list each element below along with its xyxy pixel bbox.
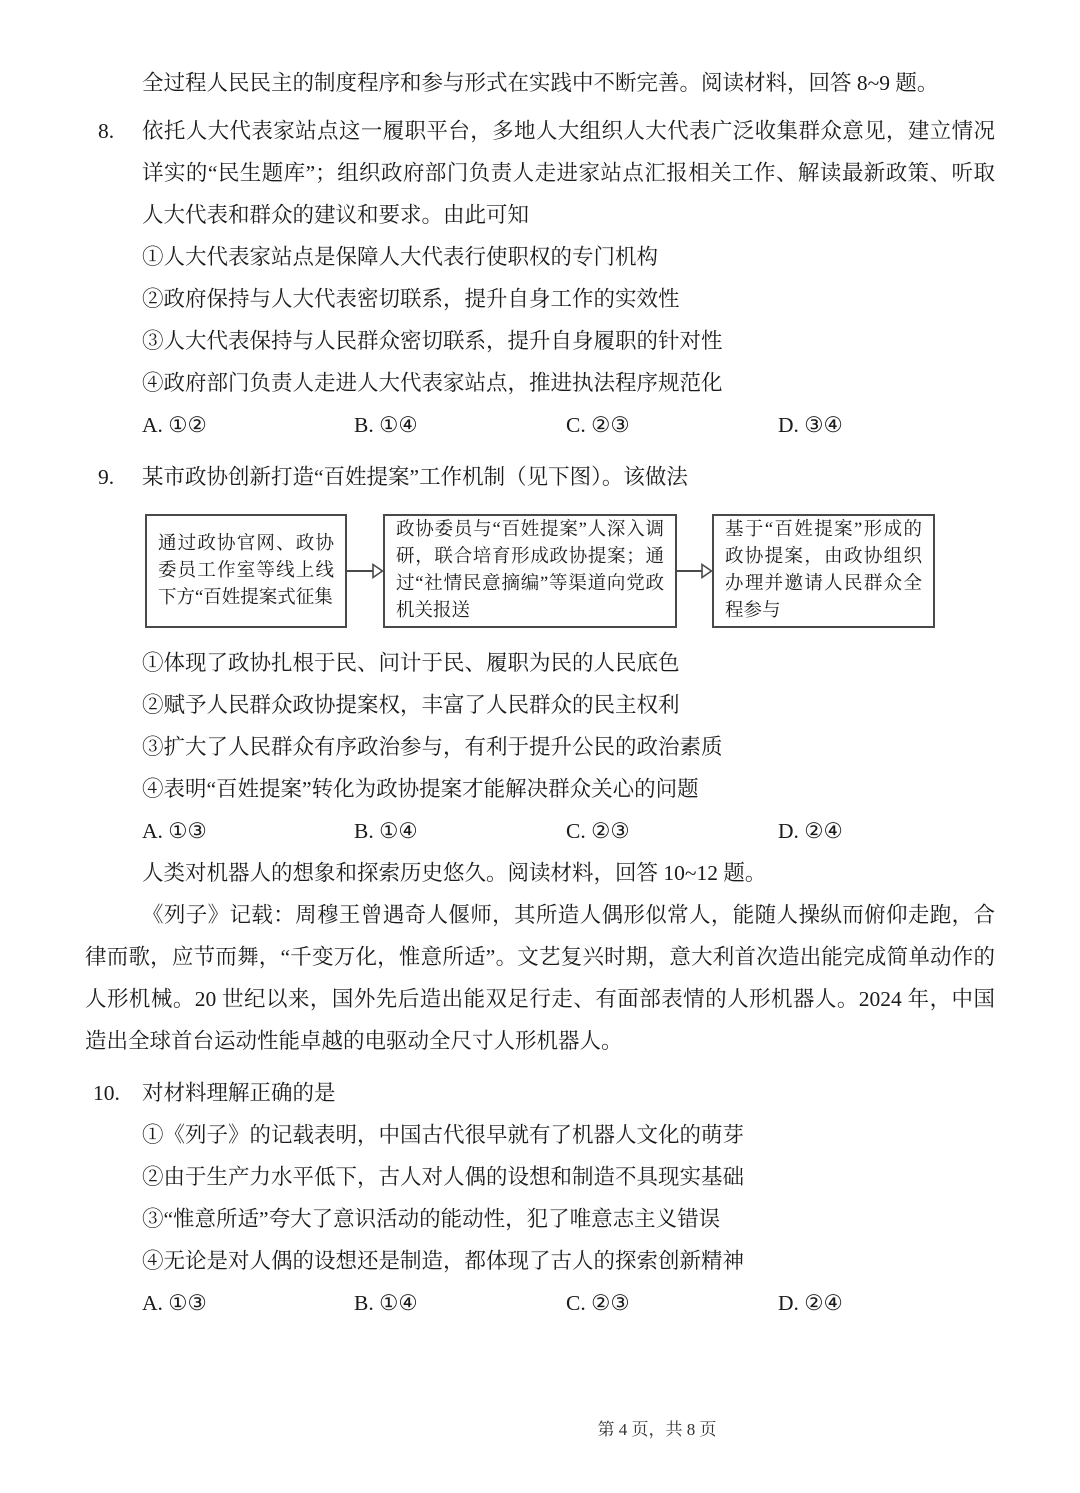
choice-b: B. ①④ <box>354 413 418 437</box>
material-body-10-12: 《列子》记载：周穆王曾遇奇人偃师，其所造人偶形似常人，能随人操纵而俯仰走跑，合律而歌，应节而舞，“千变万化，惟意所适”。文艺复兴时期，意大利首次造出能完成简单动作的人形机械。20 世纪以来，国外先后造出能双足行走、有面部表情的人形机器人。2024 年，中国造出全球首台运动性能卓越的电驱动全尺寸人形机器人。 <box>85 903 995 1053</box>
flow-box-text: 基于“百姓提案”形成的政协提案，由政协组织办理并邀请人民群众全程参与 <box>725 520 922 621</box>
option-item: ①人大代表家站点是保障人大代表行使职权的专门机构 <box>142 245 659 269</box>
flow-box-text: 通过政协官网、政协委员工作室等线上线下方“百姓提案式征集 <box>158 533 334 608</box>
question-8 <box>85 110 995 236</box>
page-content <box>85 62 995 1324</box>
choice-a: A. ①③ <box>142 819 207 843</box>
question-number: 10. <box>93 1081 120 1105</box>
option-item: ②政府保持与人大代表密切联系，提升自身工作的实效性 <box>142 287 680 311</box>
option-item: ④政府部门负责人走进人大代表家站点，推进执法程序规范化 <box>142 371 723 395</box>
option-item: ②赋予人民群众政协提案权，丰富了人民群众的民主权利 <box>142 693 680 717</box>
option-item: ③人大代表保持与人民群众密切联系，提升自身履职的针对性 <box>142 329 723 353</box>
question-stem: 对材料理解正确的是 <box>142 1081 336 1105</box>
option-item: ③“惟意所适”夸大了意识活动的能动性，犯了唯意志主义错误 <box>142 1207 721 1231</box>
option-item: ④表明“百姓提案”转化为政协提案才能解决群众关心的问题 <box>142 777 699 801</box>
flow-box-handle <box>712 514 935 628</box>
choice-a: A. ①② <box>142 413 207 437</box>
choice-c: C. ②③ <box>566 413 630 437</box>
question-stem: 某市政协创新打造“百姓提案”工作机制（见下图）。该做法 <box>142 465 688 489</box>
option-item: ①体现了政协扎根于民、问计于民、履职为民的人民底色 <box>142 651 680 675</box>
question-number: 8. <box>98 119 115 143</box>
option-item: ④无论是对人偶的设想还是制造，都体现了古人的探索创新精神 <box>142 1249 745 1273</box>
option-item: ①《列子》的记载表明，中国古代很早就有了机器人文化的萌芽 <box>142 1123 745 1147</box>
question-10 <box>85 1072 995 1114</box>
choice-c: C. ②③ <box>566 1291 630 1315</box>
choice-c: C. ②③ <box>566 819 630 843</box>
flow-box-research <box>383 514 677 628</box>
choice-d: D. ②④ <box>778 1291 843 1315</box>
choice-d: D. ③④ <box>778 413 843 437</box>
page-footer: 第 4 页，共 8 页 <box>597 1420 717 1439</box>
question-9 <box>85 456 995 498</box>
choices-row <box>142 1282 995 1324</box>
material-intro-8-9: 全过程人民民主的制度程序和参与形式在实践中不断完善。阅读材料，回答 8~9 题。 <box>142 71 939 95</box>
right-arrow-icon <box>346 562 384 580</box>
choices-row <box>142 810 995 852</box>
choice-b: B. ①④ <box>354 819 418 843</box>
choices-row <box>142 404 995 446</box>
question-stem: 依托人大代表家站点这一履职平台，多地人大组织人大代表广泛收集群众意见，建立情况详实的“民生题库”；组织政府部门负责人走进家站点汇报相关工作、解读最新政策、听取人大代表和群众的建议和要求。由此可知 <box>142 119 995 227</box>
question-number: 9. <box>98 465 115 489</box>
material-intro-10-12: 人类对机器人的想象和探索历史悠久。阅读材料，回答 10~12 题。 <box>142 861 767 885</box>
flow-box-collect <box>145 514 347 628</box>
flowchart <box>85 514 995 630</box>
flow-box-text: 政协委员与“百姓提案”人深入调研，联合培育形成政协提案；通过“社情民意摘编”等渠道向党政机关报送 <box>396 520 664 621</box>
choice-a: A. ①③ <box>142 1291 207 1315</box>
option-item: ②由于生产力水平低下，古人对人偶的设想和制造不具现实基础 <box>142 1165 745 1189</box>
choice-b: B. ①④ <box>354 1291 418 1315</box>
right-arrow-icon <box>676 562 713 580</box>
option-item: ③扩大了人民群众有序政治参与，有利于提升公民的政治素质 <box>142 735 723 759</box>
choice-d: D. ②④ <box>778 819 843 843</box>
